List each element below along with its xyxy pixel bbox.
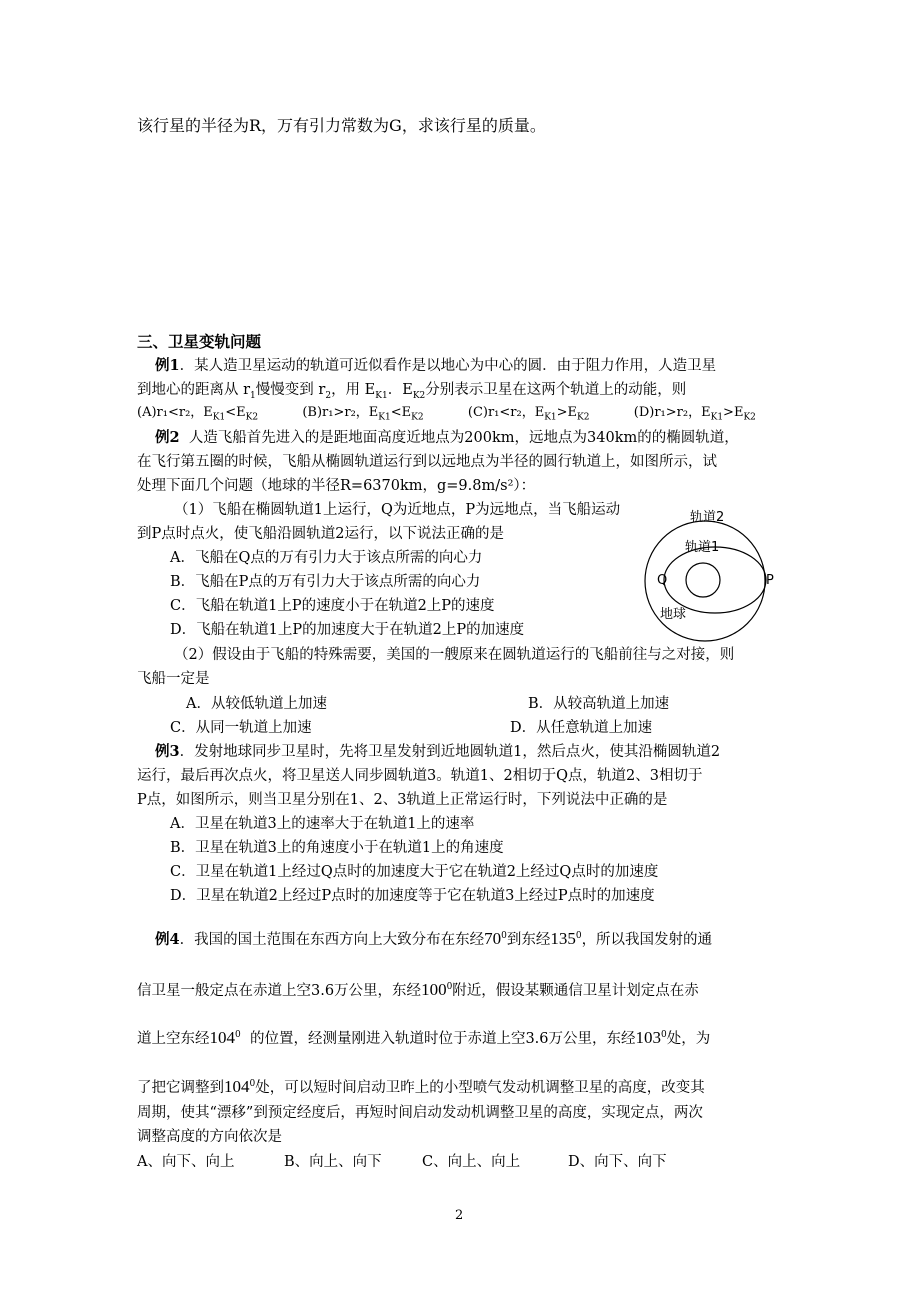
ex3-text1: ．发射地球同步卫星时，先将卫星发射到近地圆轨道1，然后点火，使其沿椭圆轨道2 bbox=[179, 744, 721, 760]
ex2-q1-option-d[interactable]: D．飞船在轨道1上P的加速度大于在轨道2上P的加速度 bbox=[170, 622, 525, 638]
ex3-option-b[interactable]: B．卫星在轨道3上的角速度小于在轨道1上的角速度 bbox=[170, 840, 504, 856]
ex4-text3a: 道上空东经 bbox=[137, 1030, 210, 1047]
intro-text: 该行星的半径为R，万有引力常数为G，求该行星的质量。 bbox=[137, 116, 546, 135]
ex4-deg: 0 bbox=[575, 931, 582, 941]
ex4-deg: 0 bbox=[446, 982, 453, 992]
ex4-deg: 0 bbox=[661, 1030, 667, 1040]
point-p-label: P bbox=[766, 573, 774, 588]
ex4-deg: 0 bbox=[235, 1030, 241, 1040]
ex4-text2a: 信卫星一般定点在赤道上空3.6万公里，东经 bbox=[137, 982, 422, 999]
ex4-line3 bbox=[137, 1025, 710, 1049]
ex1-option-d-text: (D)r₁>r₂，E bbox=[633, 405, 711, 420]
ex2-text1: 人造飞船首先进入的是距地面高度近地点为200km，远地点为340km的的椭圆轨道， bbox=[188, 430, 739, 446]
ex3-line1 bbox=[155, 742, 720, 762]
ex3-option-a[interactable]: A．卫星在轨道3上的速率大于在轨道1上的速率 bbox=[170, 816, 475, 832]
ex1-line1 bbox=[155, 356, 716, 376]
ex4-text3b: 的位置，经测量刚进入轨道时位于赤道上空3.6万公里，东经 bbox=[249, 1030, 636, 1047]
ex1-option-b-text: (B)r₁>r₂，E bbox=[302, 405, 379, 420]
ex4-text1a: ．我国的国土范围在东西方向上大致分布在东经 bbox=[179, 931, 485, 948]
ex3-option-c[interactable]: C．卫星在轨道1上经过Q点时的加速度大于它在轨道2上经过Q点时的加速度 bbox=[170, 864, 659, 880]
ex2-line2: 在飞行第五圈的时候，飞船从椭圆轨道运行到以远地点为半径的圆行轨道上，如图所示，试 bbox=[137, 454, 717, 470]
ex3-line3: P点，如图所示，则当卫星分别在1、2、3轨道上正常运行时，下列说法中正确的是 bbox=[137, 792, 668, 808]
ex1-option-d[interactable]: (D)r₁>r₂，$E_{K1}>E_{K2}$ bbox=[633, 405, 756, 423]
ex2-label: 例2 bbox=[155, 429, 180, 446]
ex2-q2-line1: （2）假设由于飞船的特殊需要，美国的一艘原来在圆轨道运行的飞船前往与之对接，则 bbox=[174, 647, 735, 663]
ex1-option-b[interactable]: (B)r₁>r₂，$E_{K1}<E_{K2}$ bbox=[302, 405, 424, 423]
ex4-label: 例4 bbox=[155, 930, 180, 948]
ex4-line5: 周期，使其“漂移”到预定经度后，再短时间启动发动机调整卫星的高度，实现定点，两次 bbox=[137, 1105, 703, 1121]
orbit-2-label: 轨道2 bbox=[690, 510, 725, 525]
section-title: 三、卫星变轨问题 bbox=[137, 332, 262, 351]
ex1-label: 例1 bbox=[155, 357, 180, 374]
ex4-val-70: 70 bbox=[484, 928, 502, 948]
ex1-text2c: ，用 E bbox=[331, 382, 376, 398]
ex3-label: 例3 bbox=[155, 743, 180, 760]
ex4-val-135: 135 bbox=[550, 928, 576, 948]
ex2-q2-option-d[interactable]: D．从任意轨道上加速 bbox=[510, 720, 653, 736]
orbit-1-ellipse bbox=[664, 547, 766, 613]
ex1-option-a[interactable]: (A)r₁<r₂，$E_{K1}<E_{K2}$ bbox=[137, 405, 259, 423]
ex4-val-104b: 104 bbox=[224, 1076, 250, 1096]
ex4-text2b: 附近，假设某颗通信卫星计划定点在赤 bbox=[452, 982, 699, 999]
ex3-option-d[interactable]: D．卫星在轨道2上经过P点时的加速度等于它在轨道3上经过P点时的加速度 bbox=[170, 888, 655, 904]
ex3-line2: 运行，最后再次点火，将卫星送人同步圆轨道3。轨道1、2相切于Q点，轨道2、3相切于 bbox=[137, 768, 703, 784]
ex1-option-a-text: (A)r₁<r₂，E bbox=[137, 405, 213, 420]
earth-label: 地球 bbox=[660, 607, 687, 622]
ex2-q2-option-a[interactable]: A．从较低轨道上加速 bbox=[186, 696, 327, 712]
ex4-text3c: 处，为 bbox=[666, 1030, 711, 1047]
ex1-text2a: 到地心的距离从 r bbox=[137, 382, 251, 398]
ex2-q1-line2: 到P点时点火，使飞船沿圆轨道2运行，以下说法正确的是 bbox=[137, 526, 504, 542]
ex4-line1 bbox=[155, 926, 712, 950]
ex2-q2-option-b[interactable]: B．从较高轨道上加速 bbox=[528, 696, 670, 712]
ex1-text2b: 慢慢变到 r bbox=[255, 382, 326, 398]
ex2-q1-line1: （1）飞船在椭圆轨道1上运行，Q为近地点，P为远地点，当飞船运动 bbox=[174, 502, 621, 518]
ex2-q2-line2: 飞船一定是 bbox=[137, 671, 210, 687]
ex4-line6: 调整高度的方向依次是 bbox=[137, 1129, 282, 1145]
ex1-option-c-text: (C)r₁<r₂，E bbox=[467, 405, 545, 420]
ex4-text4b: 处，可以短时间启动卫昨上的小型喷气发动机调整卫星的高度，改变其 bbox=[255, 1079, 705, 1096]
ex4-line2 bbox=[137, 977, 699, 1001]
page-number: 2 bbox=[455, 1208, 464, 1223]
ex4-option-d[interactable]: D、向下、向下 bbox=[568, 1154, 667, 1170]
orbit-1-label: 轨道1 bbox=[685, 540, 720, 555]
ex2-q1-option-b[interactable]: B．飞船在P点的万有引力大于该点所需的向心力 bbox=[170, 574, 481, 590]
ex4-val-103: 103 bbox=[635, 1027, 662, 1047]
ex4-option-a[interactable]: A、向下、向上 bbox=[137, 1154, 235, 1170]
ex4-deg: 0 bbox=[501, 931, 507, 941]
ex4-text4a: 了把它调整到 bbox=[137, 1079, 224, 1096]
ex1-text2d: ．E bbox=[387, 382, 413, 398]
ex2-q1-option-a[interactable]: A．飞船在Q点的万有引力大于该点所需的向心力 bbox=[170, 550, 483, 566]
ex1-option-c[interactable]: (C)r₁<r₂，$E_{K1}>E_{K2}$ bbox=[467, 405, 590, 423]
ex4-text1c: ，所以我国发射的通 bbox=[581, 931, 713, 948]
ex4-val-104: 104 bbox=[209, 1027, 235, 1047]
ex4-val-100: 100 bbox=[421, 979, 447, 999]
ex1-line2: 到地心的距离从 $r_1$慢慢变到 $r_2$，用 $E_{K1}$．$E_{K2}$分别表示卫星在这两个轨道上的动能，则 bbox=[137, 382, 687, 401]
ex2-line3: 处理下面几个问题（地球的半径R=6370km，g=9.8m/s²）： bbox=[137, 478, 536, 494]
orbit-diagram bbox=[636, 502, 786, 644]
ex1-text2e: 分别表示卫星在这两个轨道上的动能，则 bbox=[425, 382, 687, 398]
ex2-q1-option-c[interactable]: C．飞船在轨道1上P的速度小于在轨道2上P的速度 bbox=[170, 598, 495, 614]
earth-circle bbox=[686, 563, 720, 597]
ex2-line1 bbox=[155, 428, 739, 448]
ex4-deg: 0 bbox=[249, 1079, 256, 1089]
ex1-options bbox=[137, 403, 756, 428]
ex1-text1: ．某人造卫星运动的轨道可近似看作是以地心为中心的圆．由于阻力作用，人造卫星 bbox=[179, 358, 717, 374]
ex4-line4 bbox=[137, 1074, 705, 1098]
ex4-option-b[interactable]: B、向上、向下 bbox=[284, 1154, 382, 1170]
ex4-text1b: 到东经 bbox=[506, 931, 551, 948]
ex4-option-c[interactable]: C、向上、向上 bbox=[422, 1154, 521, 1170]
ex2-q2-option-c[interactable]: C．从同一轨道上加速 bbox=[170, 720, 312, 736]
point-q-label: Q bbox=[657, 573, 668, 588]
